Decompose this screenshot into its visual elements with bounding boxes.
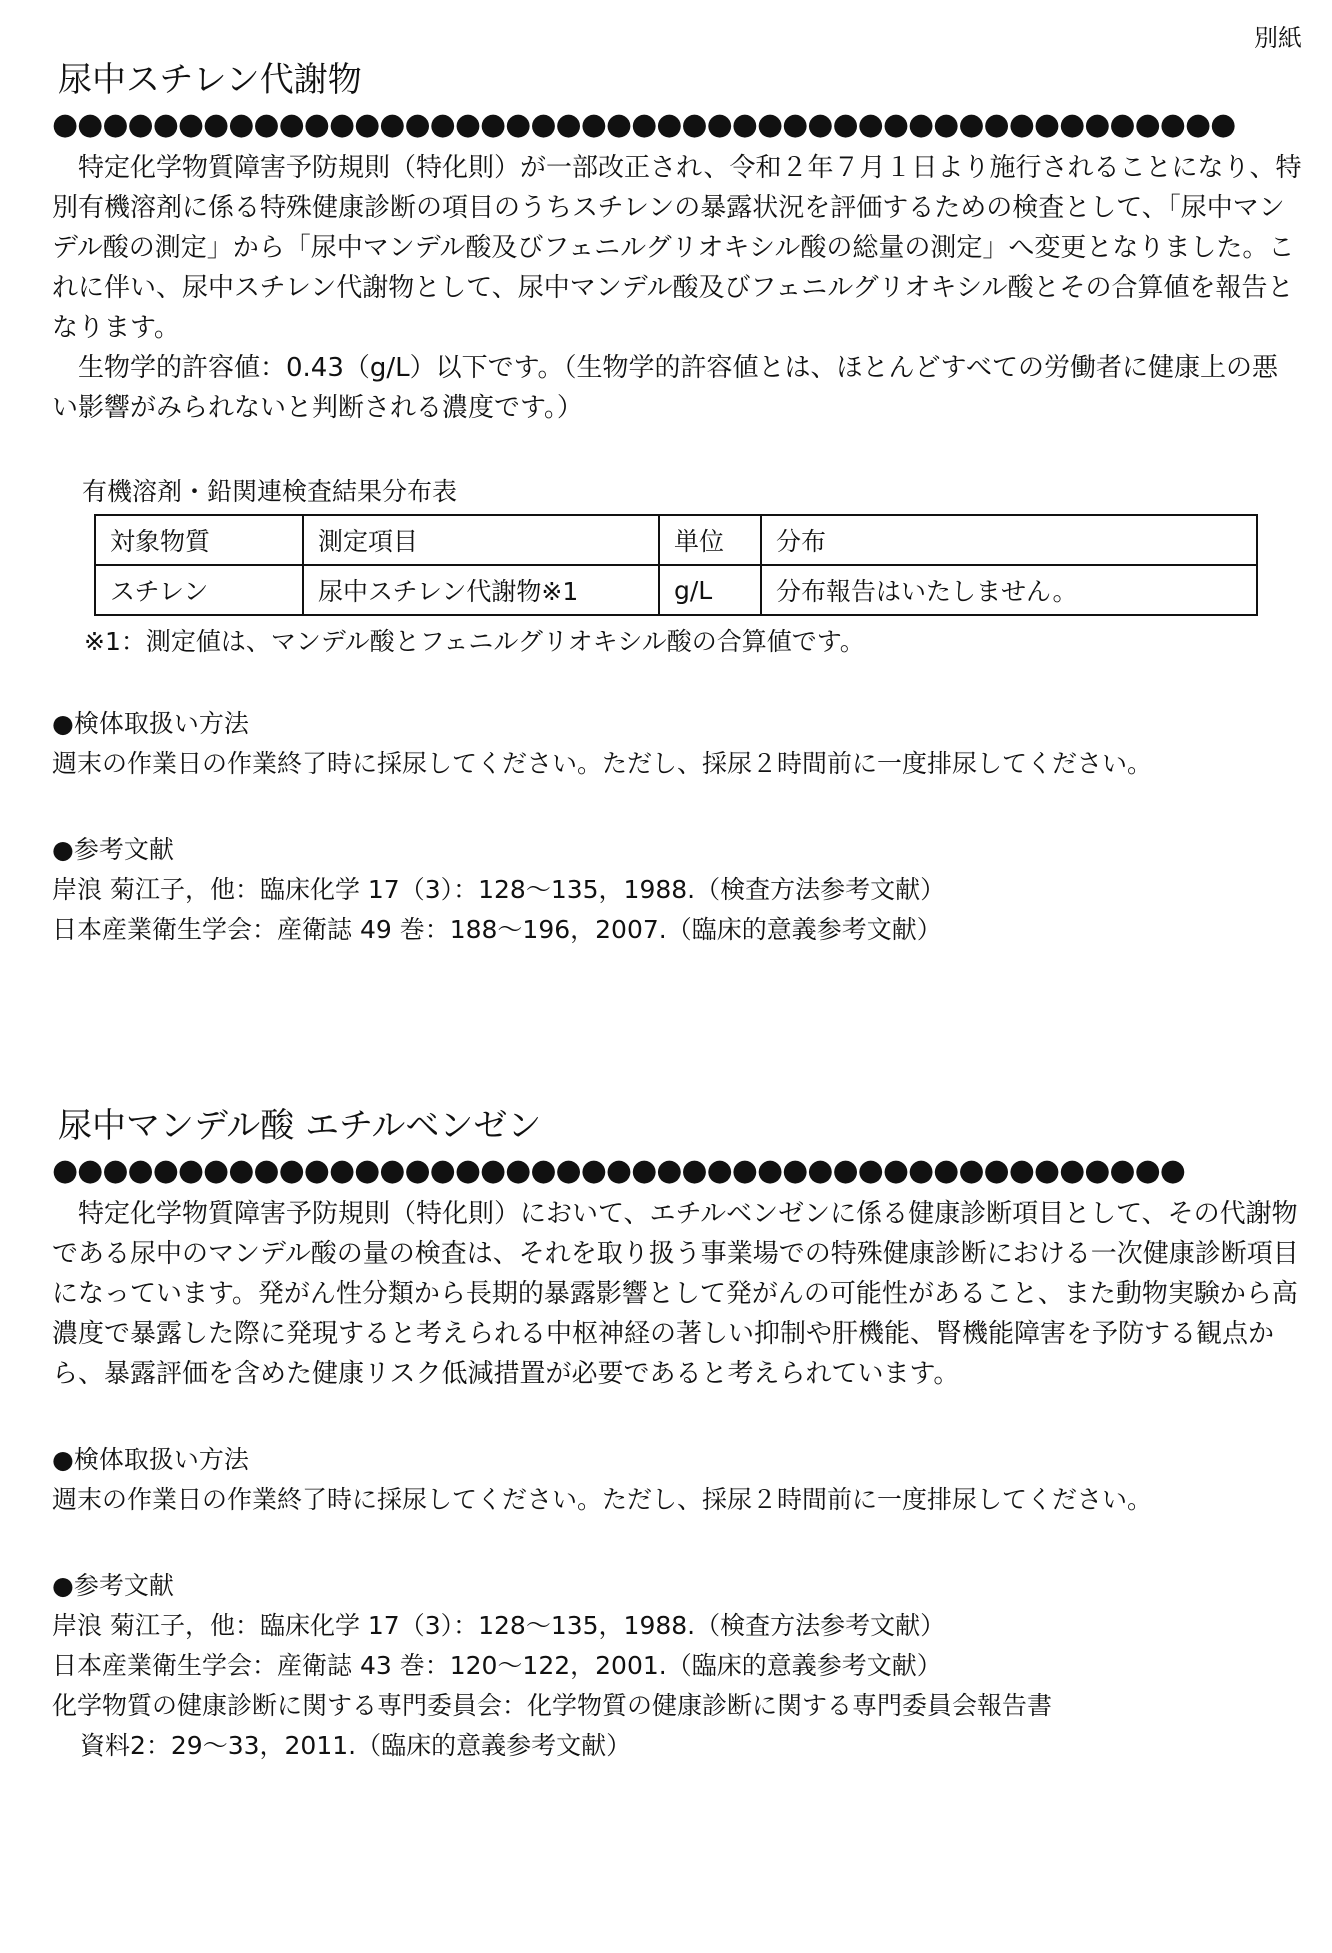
tolerance-text: 生物学的許容値：0.43（g/L）以下です。（生物学的許容値とは、ほとんどすべての労働者に健康上の悪い影響がみられないと判断される濃度です。） <box>52 353 1279 423</box>
intro-text: 特定化学物質障害予防規則（特化則）において、エチルベンゼンに係る健康診断項目として、その代謝物である尿中のマンデル酸の量の検査は、それを取り扱う事業場での特殊健康診断における一次健康診断項目になっています。発がん性分類から長期的暴露影響として発がんの可能性があること、また動物実験から高濃度で暴露した際に発現すると考えられる中枢神経の著しい抑制や肝機能、腎機能障害を予防する観点から、暴露評価を含めた健康リスク低減措置が必要であると考えられています。 <box>52 1199 1299 1389</box>
handling-text: 週末の作業日の作業終了時に採尿してください。ただし、採尿２時間前に一度排尿してください。 <box>52 1485 1153 1514</box>
section-ethylbenzene <box>52 1104 1302 1766</box>
reference-item: 化学物質の健康診断に関する専門委員会：化学物質の健康診断に関する専門委員会報告書 <box>52 1691 1053 1720</box>
section-title: 尿中スチレン代謝物 <box>58 60 362 100</box>
table-cell: 分布報告はいたしません。 <box>761 565 1257 615</box>
intro-text: 特定化学物質障害予防規則（特化則）が一部改正され、令和２年７月１日より施行されることになり、特別有機溶剤に係る特殊健康診断の項目のうちスチレンの暴露状況を評価するための検査として、「尿中マンデル酸の測定」から「尿中マンデル酸及びフェニルグリオキシル酸の総量の測定」へ変更となりました。これに伴い、尿中スチレン代謝物として、尿中マンデル酸及びフェニルグリオキシル酸とその合算値を報告となります。 <box>52 153 1302 343</box>
reference-item: 日本産業衛生学会：産衛誌 43 巻：120〜122，2001.（臨床的意義参考文献） <box>52 1651 942 1680</box>
dot-divider: ●●●●●●●●●●●●●●●●●●●●●●●●●●●●●●●●●●●●●●●●●●●●●●● <box>52 107 1236 142</box>
header-cell: 単位 <box>659 515 761 565</box>
table-row <box>95 565 1257 615</box>
reference-item-continued: 資料2：29〜33，2011.（臨床的意義参考文献） <box>80 1731 632 1760</box>
header-cell: 分布 <box>761 515 1257 565</box>
header-cell: 対象物質 <box>95 515 303 565</box>
table-header-row <box>95 515 1257 565</box>
intro-paragraph <box>52 148 1302 428</box>
references-heading: ●参考文献 <box>52 1571 174 1600</box>
table-caption: 有機溶剤・鉛関連検査結果分布表 <box>82 477 458 506</box>
table-cell: g/L <box>659 565 761 615</box>
distribution-table <box>94 514 1258 616</box>
reference-item: 日本産業衛生学会：産衛誌 49 巻：188〜196，2007.（臨床的意義参考文献） <box>52 915 942 944</box>
header-cell: 測定項目 <box>303 515 659 565</box>
references-heading: ●参考文献 <box>52 835 174 864</box>
reference-item: 岸浪 菊江子，他：臨床化学 17（3）：128〜135，1988.（検査方法参考文献） <box>52 1611 946 1640</box>
handling-heading: ●検体取扱い方法 <box>52 1445 249 1474</box>
section-styrene <box>52 58 1302 950</box>
table-cell: スチレン <box>95 565 303 615</box>
section-title: 尿中マンデル酸 エチルベンゼン <box>58 1106 542 1146</box>
intro-paragraph <box>52 1194 1302 1394</box>
reference-item: 岸浪 菊江子，他：臨床化学 17（3）：128〜135，1988.（検査方法参考文献） <box>52 875 946 904</box>
annex-label: 別紙 <box>1254 24 1302 52</box>
dot-divider: ●●●●●●●●●●●●●●●●●●●●●●●●●●●●●●●●●●●●●●●●●●●●● <box>52 1153 1185 1188</box>
table-cell: 尿中スチレン代謝物※1 <box>303 565 659 615</box>
handling-text: 週末の作業日の作業終了時に採尿してください。ただし、採尿２時間前に一度排尿してください。 <box>52 749 1153 778</box>
table-note: ※1：測定値は、マンデル酸とフェニルグリオキシル酸の合算値です。 <box>84 627 865 656</box>
handling-heading: ●検体取扱い方法 <box>52 709 249 738</box>
